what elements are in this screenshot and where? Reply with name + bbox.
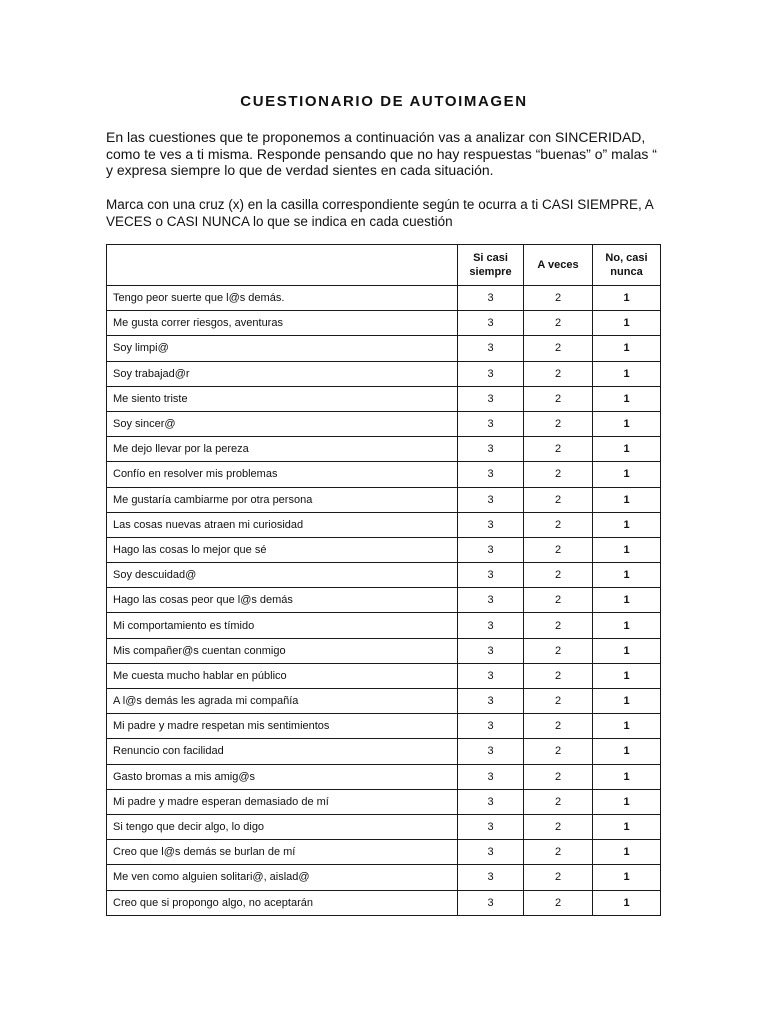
table-row [107, 437, 661, 462]
table-row [107, 638, 661, 663]
answer-cell-a-veces[interactable]: 2 [524, 588, 593, 613]
table-row [107, 336, 661, 361]
table-row [107, 411, 661, 436]
answer-cell-si-casi-siempre[interactable]: 3 [458, 613, 524, 638]
instruction-paragraph: Marca con una cruz (x) en la casilla correspondiente según te ocurra a ti CASI SIEMPRE, A VECES o CASI NUNCA lo que se indica en cada cuestión [106, 197, 654, 229]
answer-cell-si-casi-siempre[interactable]: 3 [458, 361, 524, 386]
question-text: Me dejo llevar por la pereza [107, 437, 458, 462]
answer-cell-no-casi-nunca[interactable]: 1 [593, 865, 661, 890]
table-row [107, 789, 661, 814]
header-si-casi-siempre: Si casi siempre [458, 245, 524, 286]
answer-cell-a-veces[interactable]: 2 [524, 764, 593, 789]
question-text: Soy descuidad@ [107, 563, 458, 588]
table-row [107, 311, 661, 336]
answer-cell-si-casi-siempre[interactable]: 3 [458, 487, 524, 512]
table-row [107, 286, 661, 311]
answer-cell-a-veces[interactable]: 2 [524, 336, 593, 361]
answer-cell-a-veces[interactable]: 2 [524, 890, 593, 915]
intro-paragraph: En las cuestiones que te proponemos a continuación vas a analizar con SINCERIDAD, como te ves a ti misma. Responde pensando que no hay respuestas “buenas” o” malas “ y expresa siempre lo que de verdad sientes en cada situación. [106, 129, 657, 178]
question-text: Soy limpi@ [107, 336, 458, 361]
table-row [107, 613, 661, 638]
answer-cell-a-veces[interactable]: 2 [524, 613, 593, 638]
answer-cell-a-veces[interactable]: 2 [524, 361, 593, 386]
table-row [107, 840, 661, 865]
answer-cell-no-casi-nunca[interactable]: 1 [593, 663, 661, 688]
answer-cell-no-casi-nunca[interactable]: 1 [593, 286, 661, 311]
answer-cell-no-casi-nunca[interactable]: 1 [593, 386, 661, 411]
header-no-casi-nunca: No, casi nunca [593, 245, 661, 286]
table-row [107, 865, 661, 890]
answer-cell-si-casi-siempre[interactable]: 3 [458, 689, 524, 714]
answer-cell-a-veces[interactable]: 2 [524, 386, 593, 411]
table-body [107, 286, 661, 916]
answer-cell-no-casi-nunca[interactable]: 1 [593, 714, 661, 739]
answer-cell-si-casi-siempre[interactable]: 3 [458, 537, 524, 562]
table-row [107, 588, 661, 613]
question-text: Me ven como alguien solitari@, aislad@ [107, 865, 458, 890]
answer-cell-a-veces[interactable]: 2 [524, 537, 593, 562]
question-text: Mi padre y madre esperan demasiado de mí [107, 789, 458, 814]
answer-cell-si-casi-siempre[interactable]: 3 [458, 336, 524, 361]
answer-cell-si-casi-siempre[interactable]: 3 [458, 311, 524, 336]
answer-cell-si-casi-siempre[interactable]: 3 [458, 663, 524, 688]
questionnaire-table [106, 244, 661, 916]
table-row [107, 890, 661, 915]
answer-cell-no-casi-nunca[interactable]: 1 [593, 512, 661, 537]
answer-cell-si-casi-siempre[interactable]: 3 [458, 865, 524, 890]
answer-cell-no-casi-nunca[interactable]: 1 [593, 764, 661, 789]
answer-cell-no-casi-nunca[interactable]: 1 [593, 890, 661, 915]
table-row [107, 386, 661, 411]
question-text: Renuncio con facilidad [107, 739, 458, 764]
question-text: Me cuesta mucho hablar en público [107, 663, 458, 688]
answer-cell-a-veces[interactable]: 2 [524, 638, 593, 663]
answer-cell-a-veces[interactable]: 2 [524, 311, 593, 336]
answer-cell-no-casi-nunca[interactable]: 1 [593, 814, 661, 839]
answer-cell-no-casi-nunca[interactable]: 1 [593, 638, 661, 663]
answer-cell-a-veces[interactable]: 2 [524, 462, 593, 487]
answer-cell-no-casi-nunca[interactable]: 1 [593, 462, 661, 487]
table-row [107, 764, 661, 789]
header-item [107, 245, 458, 286]
question-text: Creo que l@s demás se burlan de mí [107, 840, 458, 865]
table-row [107, 462, 661, 487]
question-text: Creo que si propongo algo, no aceptarán [107, 890, 458, 915]
answer-cell-si-casi-siempre[interactable]: 3 [458, 462, 524, 487]
answer-cell-no-casi-nunca[interactable]: 1 [593, 789, 661, 814]
table-row [107, 487, 661, 512]
answer-cell-si-casi-siempre[interactable]: 3 [458, 386, 524, 411]
answer-cell-a-veces[interactable]: 2 [524, 411, 593, 436]
answer-cell-no-casi-nunca[interactable]: 1 [593, 336, 661, 361]
question-text: Soy sincer@ [107, 411, 458, 436]
answer-cell-a-veces[interactable]: 2 [524, 689, 593, 714]
answer-cell-a-veces[interactable]: 2 [524, 714, 593, 739]
answer-cell-si-casi-siempre[interactable]: 3 [458, 286, 524, 311]
answer-cell-no-casi-nunca[interactable]: 1 [593, 361, 661, 386]
answer-cell-si-casi-siempre[interactable]: 3 [458, 437, 524, 462]
answer-cell-a-veces[interactable]: 2 [524, 563, 593, 588]
answer-cell-no-casi-nunca[interactable]: 1 [593, 588, 661, 613]
answer-cell-a-veces[interactable]: 2 [524, 789, 593, 814]
question-text: Las cosas nuevas atraen mi curiosidad [107, 512, 458, 537]
answer-cell-a-veces[interactable]: 2 [524, 814, 593, 839]
answer-cell-si-casi-siempre[interactable]: 3 [458, 714, 524, 739]
answer-cell-a-veces[interactable]: 2 [524, 663, 593, 688]
answer-cell-no-casi-nunca[interactable]: 1 [593, 689, 661, 714]
table-row [107, 361, 661, 386]
table-header-row [107, 245, 661, 286]
answer-cell-no-casi-nunca[interactable]: 1 [593, 311, 661, 336]
answer-cell-no-casi-nunca[interactable]: 1 [593, 411, 661, 436]
answer-cell-no-casi-nunca[interactable]: 1 [593, 739, 661, 764]
answer-cell-si-casi-siempre[interactable]: 3 [458, 563, 524, 588]
table-row [107, 663, 661, 688]
page-title: CUESTIONARIO DE AUTOIMAGEN [240, 93, 528, 110]
answer-cell-a-veces[interactable]: 2 [524, 840, 593, 865]
answer-cell-si-casi-siempre[interactable]: 3 [458, 638, 524, 663]
answer-cell-a-veces[interactable]: 2 [524, 512, 593, 537]
answer-cell-no-casi-nunca[interactable]: 1 [593, 537, 661, 562]
question-text: Mi comportamiento es tímido [107, 613, 458, 638]
answer-cell-no-casi-nunca[interactable]: 1 [593, 487, 661, 512]
answer-cell-no-casi-nunca[interactable]: 1 [593, 437, 661, 462]
answer-cell-a-veces[interactable]: 2 [524, 487, 593, 512]
question-text: Gasto bromas a mis amig@s [107, 764, 458, 789]
question-text: Si tengo que decir algo, lo digo [107, 814, 458, 839]
question-text: Mis compañer@s cuentan conmigo [107, 638, 458, 663]
answer-cell-si-casi-siempre[interactable]: 3 [458, 890, 524, 915]
answer-cell-si-casi-siempre[interactable]: 3 [458, 840, 524, 865]
answer-cell-si-casi-siempre[interactable]: 3 [458, 814, 524, 839]
answer-cell-a-veces[interactable]: 2 [524, 865, 593, 890]
answer-cell-a-veces[interactable]: 2 [524, 437, 593, 462]
question-text: Hago las cosas peor que l@s demás [107, 588, 458, 613]
answer-cell-a-veces[interactable]: 2 [524, 286, 593, 311]
table-row [107, 814, 661, 839]
answer-cell-si-casi-siempre[interactable]: 3 [458, 411, 524, 436]
question-text: Me gusta correr riesgos, aventuras [107, 311, 458, 336]
question-text: Hago las cosas lo mejor que sé [107, 537, 458, 562]
answer-cell-si-casi-siempre[interactable]: 3 [458, 789, 524, 814]
answer-cell-no-casi-nunca[interactable]: 1 [593, 613, 661, 638]
header-a-veces: A veces [524, 245, 593, 286]
table-row [107, 739, 661, 764]
answer-cell-si-casi-siempre[interactable]: 3 [458, 739, 524, 764]
question-text: Mi padre y madre respetan mis sentimientos [107, 714, 458, 739]
question-text: Soy trabajad@r [107, 361, 458, 386]
question-text: Tengo peor suerte que l@s demás. [107, 286, 458, 311]
table-row [107, 714, 661, 739]
question-text: A l@s demás les agrada mi compañía [107, 689, 458, 714]
table-row [107, 537, 661, 562]
answer-cell-si-casi-siempre[interactable]: 3 [458, 764, 524, 789]
answer-cell-si-casi-siempre[interactable]: 3 [458, 512, 524, 537]
answer-cell-a-veces[interactable]: 2 [524, 739, 593, 764]
answer-cell-no-casi-nunca[interactable]: 1 [593, 840, 661, 865]
answer-cell-si-casi-siempre[interactable]: 3 [458, 588, 524, 613]
question-text: Me gustaría cambiarme por otra persona [107, 487, 458, 512]
table-row [107, 512, 661, 537]
question-text: Confío en resolver mis problemas [107, 462, 458, 487]
table-row [107, 689, 661, 714]
answer-cell-no-casi-nunca[interactable]: 1 [593, 563, 661, 588]
table-row [107, 563, 661, 588]
question-text: Me siento triste [107, 386, 458, 411]
